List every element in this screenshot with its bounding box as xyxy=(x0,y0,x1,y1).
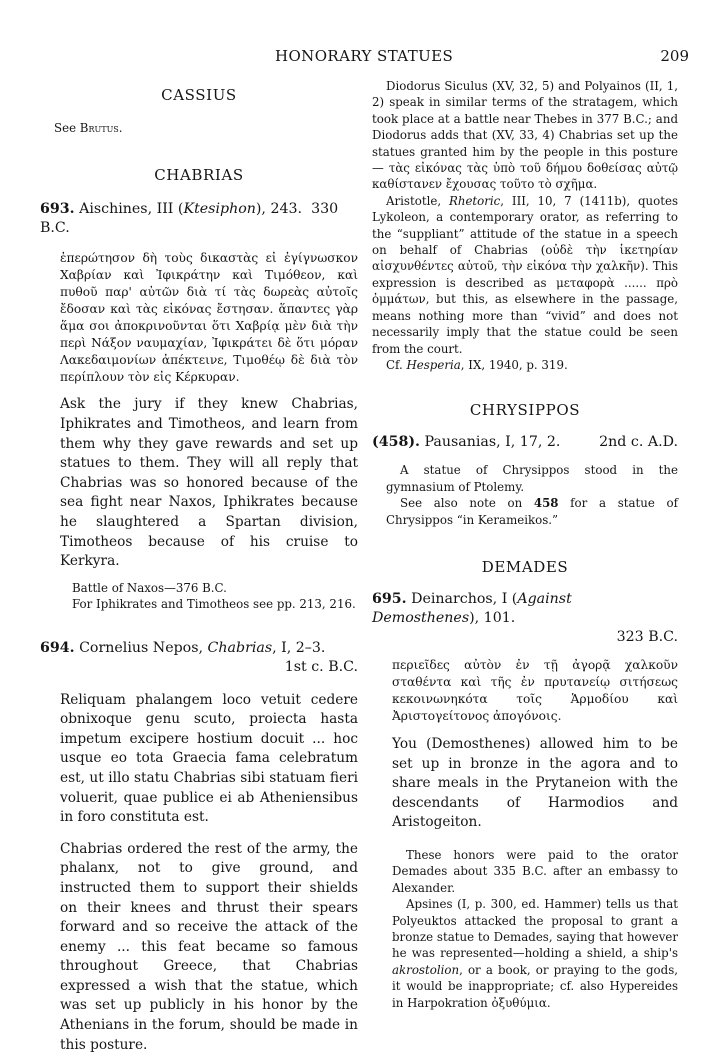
commentary-diodorus: Diodorus Siculus (XV, 32, 5) and Polyainos (II, 1, 2) speak in similar terms of the stratagem, which took place at a battle near Thebes in 377 B.C.; and Diodorus adds that (XV, 33, 4) Chabrias set up the statues granted him by the people in this posture — τὰς εἰκόνας τὰς ὑπὸ τοῦ δήμου δοθείσας αὐτῷ καθίστανεν ἔχουσας τοῦτο τὸ σχῆμα. xyxy=(372,79,678,192)
section-heading-demades: DEMADES xyxy=(481,557,569,576)
entry-number: 695. xyxy=(372,590,407,607)
note-693-battle: Battle of Naxos—376 B.C. xyxy=(72,580,227,595)
greek-text-693: ἐπερώτησον δὴ τοὺς δικαστὰς εἰ ἐγίγνωσκον Χαβρίαν καὶ Ἰφικράτην καὶ Τιμόθεον, καὶ πυθοῦ παρ' αὐτῶν διὰ τί τὰς δωρεὰς αὐτοῖς ἔδοσαν καὶ τὰς εἰκόνας ἔστησαν. ἅπαντες γὰρ ἅμα σοι ἀποκρινοῦνται ὅτι Χαβρίᾳ μὲν διὰ τὴν περὶ Νάξον ναυμαχίαν, Ἰφικράτει δὲ ὅτι μόραν Λακεδαιμονίων ἀπέκτεινε, Τιμοθέῳ δὲ διὰ τὸν περίπλουν τὸν εἰς Κέρκυραν. xyxy=(60,251,358,385)
section-heading-cassius: CASSIUS xyxy=(161,86,237,104)
note-693-refs: For Iphikrates and Timotheos see pp. 213, 216. xyxy=(72,597,356,612)
translation-693: Ask the jury if they knew Chabrias, Iphikrates and Timotheos, and learn from them why they gave rewards and set up statues to them. They will all reply that Chabrias was so honored because of the sea fight near Naxos, Iphikrates because he slaughtered a Spartan division, Timotheos because of his cruise to Kerkyra. xyxy=(60,396,358,570)
greek-text-695: περιεῖδες αὐτὸν ἐν τῇ ἀγορᾷ χαλκοῦν σταθέντα καὶ τῆς ἐν πρυτανείῳ σιτήσεως κεκοινωνηκότα τοῖς Ἁρμοδίου καὶ Ἀριστογείτονος ἀπογόνοις. xyxy=(392,657,678,723)
entry-number: (458). xyxy=(372,434,420,451)
entry-458-heading: (458). Pausanias, I, 17, 2. 2nd c. A.D. xyxy=(372,434,678,451)
running-head: HONORARY STATUES xyxy=(275,47,454,65)
note-458-statue: A statue of Chrysippos stood in the gymnasium of Ptolemy. xyxy=(386,463,678,494)
latin-text-694: Reliquam phalangem loco vetuit cedere obnixoque genu scuto, proiecta hasta impetum excipere hostium docuit ... hoc usque eo tota Graecia fama celebratum est, ut illo statu Chabrias sibi statuam fieri voluerit, quae publice ei ab Atheniensibus in foro constituta est. xyxy=(60,691,358,826)
note-695-honors: These honors were paid to the orator Demades about 335 B.C. after an embassy to Alexander. xyxy=(392,847,678,895)
left-column xyxy=(40,80,358,1055)
commentary-hesperia: Cf. Hesperia, IX, 1940, p. 319. xyxy=(386,357,568,372)
commentary-aristotle: Aristotle, Rhetoric, III, 10, 7 (1411b), quotes Lykoleon, a contemporary orator, as referring to the “suppliant” attitude of the statue in a speech on behalf of Chabrias (οὐδὲ τὴν ἱκετηρίαν αἰσχυνθέντες αὐτοῦ, τὴν εἰκόνα τὴν χαλκῆν). This expression is described as μεταφορὰ ...... πρὸ ὀμμάτων, but this, as elsewhere in the passage, means nothing more than “vivid” and does not necessarily imply that the statue could be seen from the court. xyxy=(372,193,678,356)
translation-694: Chabrias ordered the rest of the army, the phalanx, not to give ground, and instructed them to support their shields on their knees and thrust their spears forward and so receive the attack of the enemy ... this feat became so famous throughout Greece, that Chabrias expressed a wish that the statue, which was set up publicly in his honor by the Athenians in the forum, should be made in this posture. xyxy=(60,840,358,1053)
section-heading-chabrias: CHABRIAS xyxy=(154,166,244,185)
right-column xyxy=(372,78,678,1011)
note-695-apsines: Apsines (I, p. 300, ed. Hammer) tells us that Polyeuktos attacked the proposal to grant a bronze statue to Demades, saying that however he was represented—holding a shield, a ship's akrostolion, or a book, or praying to the gods, it would be inappropriate; cf. also Hypereides in Harpokration ὀξυθύμια. xyxy=(392,897,678,1010)
entry-695-heading: 695. Deinarchos, I (Against Demosthenes), 101. xyxy=(372,590,572,626)
page-number: 209 xyxy=(660,47,689,65)
note-458-see-also: See also note on 458 for a statue of Chrysippos “in Kerameikos.” xyxy=(386,496,678,527)
entry-number: 694. xyxy=(40,639,75,656)
entry-694-date: 1st c. B.C. xyxy=(284,658,358,675)
cross-reference: See Brutus. xyxy=(54,121,123,135)
entry-693-heading: 693. Aischines, III (Ktesiphon), 243. 330 B.C. xyxy=(40,201,339,237)
section-heading-chrysippos: CHRYSIPPOS xyxy=(469,401,581,420)
entry-695-date: 323 B.C. xyxy=(616,628,678,645)
entry-number: 693. xyxy=(40,201,75,218)
entry-694-heading: 694. Cornelius Nepos, Chabrias, I, 2–3. xyxy=(40,639,326,656)
translation-695: You (Demosthenes) allowed him to be set up in bronze in the agora and to share meals in the Prytaneion with the descendants of Harmodios and Aristogeiton. xyxy=(392,735,678,831)
